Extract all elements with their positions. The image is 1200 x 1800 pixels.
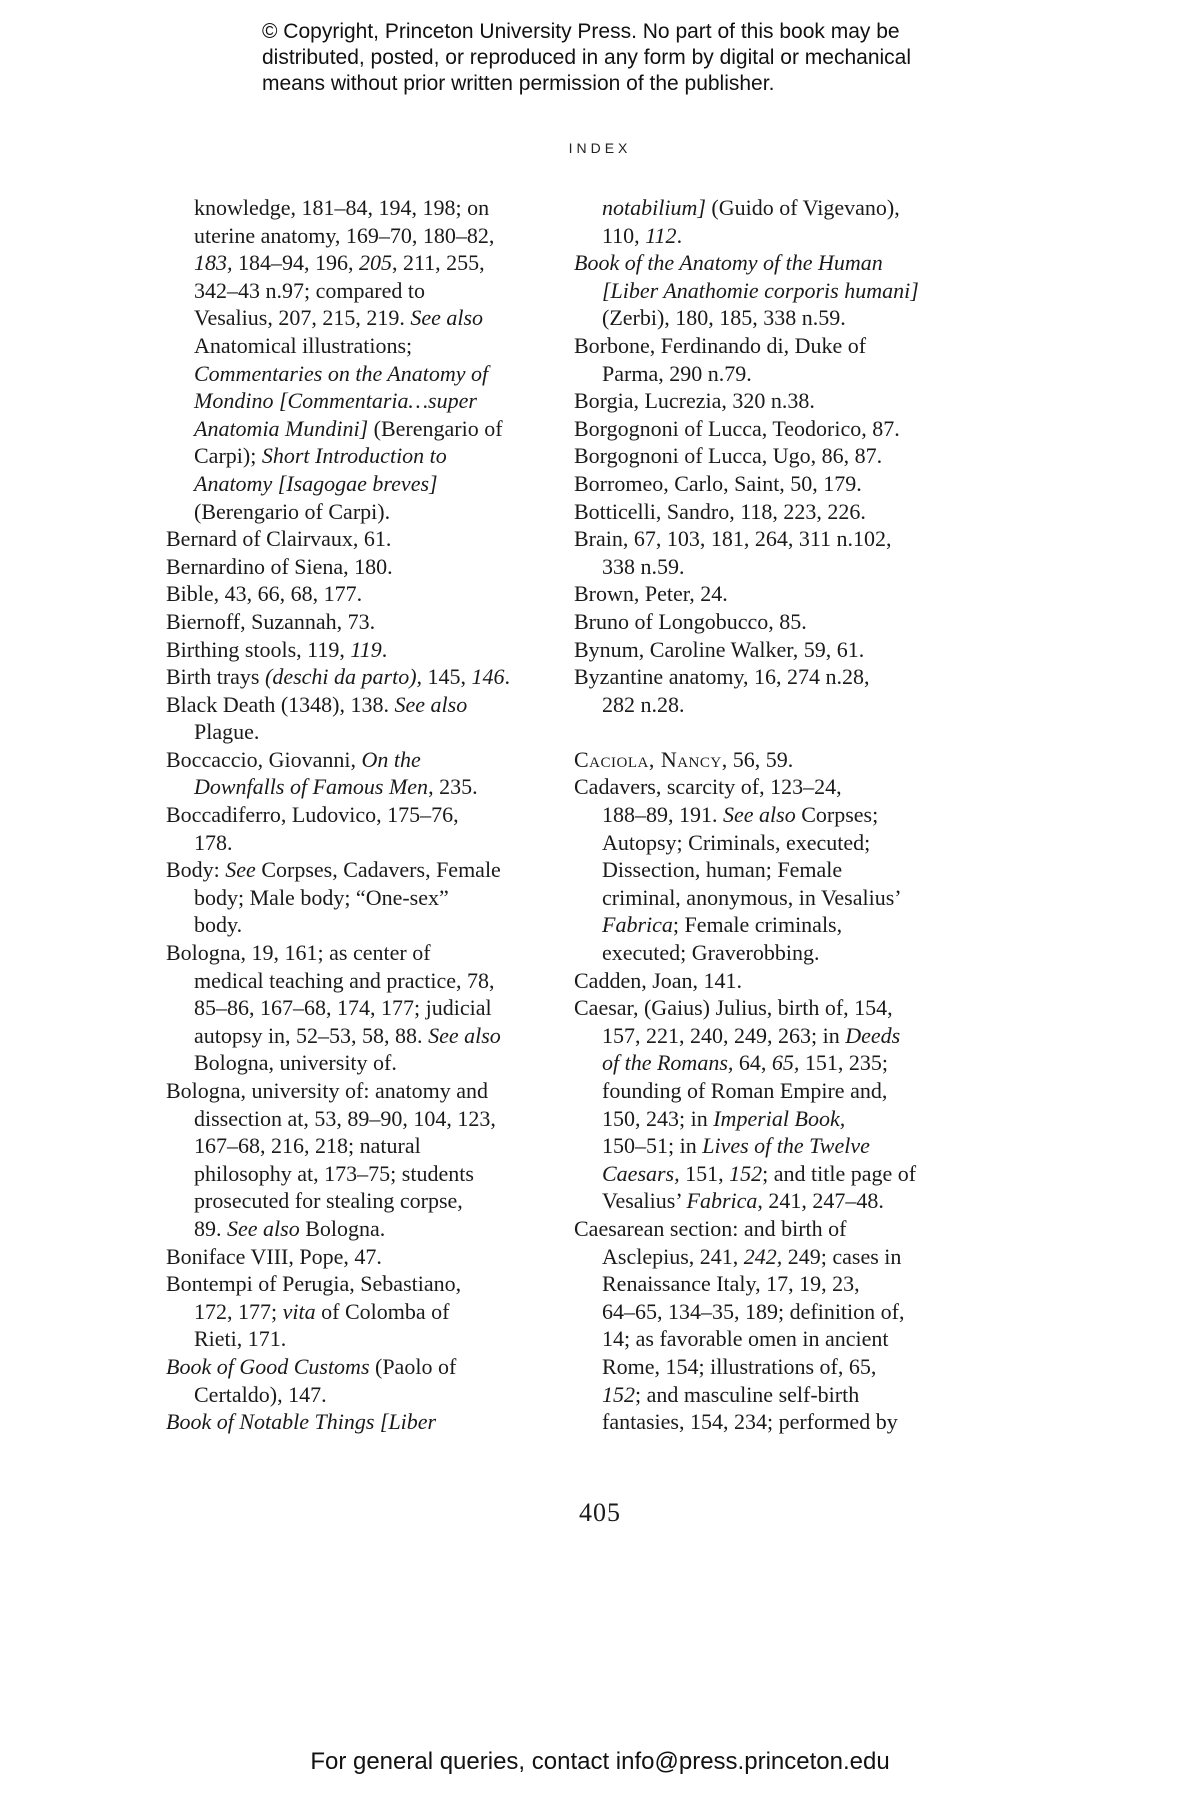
index-text: Borromeo, Carlo, Saint, 50, 179. [574,470,862,496]
index-text: Botticelli, Sandro, 118, 223, 226. [574,498,866,524]
index-text: 188–89, 191. [602,802,723,828]
copyright-line: distributed, posted, or reproduced in any form by digital or mechanical [262,46,912,69]
index-entry-line [166,1243,546,1271]
index-text: Body: [166,857,226,883]
index-line-continuation [574,1381,954,1409]
index-line-continuation [166,1022,546,1050]
index-text-italic: See [225,857,256,883]
index-text: , 211, 255, [392,250,485,276]
index-text-italic: Fabrica [602,912,673,938]
index-text: Autopsy; Criminals, executed; [602,829,871,855]
index-text: Asclepius, 241, [602,1243,744,1269]
index-text: 110, [602,222,646,248]
index-text: Borgognoni of Lucca, Teodorico, 87. [574,415,900,441]
index-line-continuation [574,277,954,305]
index-text: 178. [194,829,233,855]
index-text: Corpses; [795,802,879,828]
index-text-italic: Anatomia Mundini] [194,415,369,441]
index-line-continuation [574,691,954,719]
index-line-continuation [166,415,546,443]
index-line-continuation [574,1132,954,1160]
index-column-right [574,194,954,1436]
index-line-continuation [574,1049,954,1077]
index-text: Byzantine anatomy, 16, 274 n.28, [574,664,870,690]
index-text: , 56, 59. [721,746,794,772]
index-entry-line [574,967,954,995]
index-text: (Berengario of [368,415,503,441]
index-entry-line [166,1270,546,1298]
index-text: . [676,222,683,248]
copyright-line: means without prior written permission of the publisher. [262,72,775,95]
index-line-continuation [166,332,546,360]
index-text: Cadavers, scarcity of, 123–24, [574,774,842,800]
index-text: Borgognoni of Lucca, Ugo, 86, 87. [574,443,883,469]
index-text: 184–94, 196, [232,250,359,276]
index-line-continuation [574,1160,954,1188]
index-entry-line [166,1353,546,1381]
index-text: autopsy in, 52–53, 58, 88. [194,1022,429,1048]
index-line-continuation [166,498,546,526]
index-entry-line [574,663,954,691]
index-text: ; and title page of [762,1160,917,1186]
index-text-italic: On the [361,746,421,772]
index-line-continuation [166,194,546,222]
index-text-italic: Deeds [845,1022,901,1048]
index-line-continuation [166,1132,546,1160]
copyright-line: © Copyright, Princeton University Press. No part of this book may be [262,20,900,43]
index-text: Brown, Peter, 24. [574,581,728,607]
index-line-continuation [166,1215,546,1243]
index-text: 85–86, 167–68, 174, 177; judicial [194,995,492,1021]
index-entry-line [166,636,546,664]
index-line-continuation [574,801,954,829]
index-text: 150, 243; in [602,1105,714,1131]
index-entry-line [166,525,546,553]
index-entry-line [574,525,954,553]
index-text: Boccaccio, Giovanni, [166,746,362,772]
index-text-italic: vita [282,1298,316,1324]
index-line-continuation [166,1298,546,1326]
index-text-italic: 205 [359,250,392,276]
index-line-continuation [166,277,546,305]
index-text: Black Death (1348), 138. [166,691,395,717]
index-text-italic: 242, [743,1243,783,1269]
index-text: 145, [422,664,472,690]
index-text-italic: See also [428,1022,501,1048]
index-line-continuation [166,1381,546,1409]
index-text: 167–68, 216, 218; natural [194,1133,421,1159]
index-line-continuation [166,994,546,1022]
index-text-italic: Fabrica [686,1188,758,1214]
index-text-italic: 112 [645,222,677,248]
index-entry-line [574,746,954,774]
index-entry-line [166,553,546,581]
index-line-continuation [574,1022,954,1050]
index-text: knowledge, 181–84, 194, 198; on [194,195,490,220]
index-text-italic: Book of the Anatomy of the Human [574,250,883,276]
index-text: body. [194,912,243,938]
index-text: medical teaching and practice, 78, [194,967,495,993]
index-text: founding of Roman Empire and, [602,1078,888,1103]
index-text: 64, [733,1050,772,1076]
index-text: fantasies, 154, 234; performed by [602,1409,898,1435]
index-text: (Berengario of Carpi). [194,498,391,524]
index-line-continuation [574,1353,954,1381]
index-entry-line [574,773,954,801]
index-text: uterine anatomy, 169–70, 180–82, [194,222,495,248]
index-line-continuation [166,1325,546,1353]
index-line-continuation [166,911,546,939]
index-text-italic: 152 [729,1160,763,1186]
index-text: Anatomical illustrations; [194,332,413,358]
index-text: Bible, 43, 66, 68, 177. [166,581,363,607]
index-line-continuation [166,1187,546,1215]
index-line-continuation [166,829,546,857]
index-entry-line [574,994,954,1022]
index-column-left [166,194,546,1436]
index-text-italic: Imperial Book, [713,1105,846,1131]
index-text-italic: See also [723,802,796,828]
index-text: dissection at, 53, 89–90, 104, 123, [194,1105,496,1131]
letter-section-gap [574,718,954,746]
index-line-continuation [574,939,954,967]
index-entry-line [574,332,954,360]
index-text-italic: 65, [771,1050,800,1076]
index-text: ; and masculine self-birth [635,1381,860,1407]
index-line-continuation [574,360,954,388]
index-text: Boniface VIII, Pope, 47. [166,1243,382,1269]
index-line-continuation [166,442,546,470]
index-text: prosecuted for stealing corpse, [194,1188,463,1214]
index-entry-line [574,498,954,526]
footer-contact: For general queries, contact info@press.princeton.edu [310,1748,890,1775]
index-line-continuation [574,1187,954,1215]
index-text: Rome, 154; illustrations of, 65, [602,1353,877,1379]
index-text-smallcaps: Caciola, Nancy [574,746,722,772]
index-line-continuation [574,304,954,332]
index-text: executed; Graverobbing. [602,940,820,966]
index-text: Biernoff, Suzannah, 73. [166,608,376,634]
index-line-continuation [166,718,546,746]
index-text: Parma, 290 n.79. [602,360,752,386]
index-text: of Colomba of [315,1298,450,1324]
index-entry-line [574,1215,954,1243]
index-line-continuation [166,222,546,250]
index-text: Borbone, Ferdinando di, Duke of [574,332,867,358]
index-text-italic: Commentaries on the Anatomy of [194,360,489,386]
index-line-continuation [166,304,546,332]
index-entry-line [574,442,954,470]
index-line-continuation [166,1105,546,1133]
index-text-italic: Book of Good Customs [166,1353,370,1379]
index-text-italic: 119 [350,636,382,662]
index-text: . [381,636,388,662]
index-line-continuation [166,249,546,277]
running-head: INDEX [568,140,632,156]
index-text: 249; cases in [782,1243,902,1269]
index-line-continuation [574,1243,954,1271]
index-line-continuation [574,194,954,222]
index-text: 282 n.28. [602,691,685,717]
index-line-continuation [574,1270,954,1298]
index-text-italic: Book of Notable Things [Liber [166,1409,437,1435]
index-text: Cadden, Joan, 141. [574,967,743,993]
index-text-italic: Short Introduction to [261,443,447,469]
index-line-continuation [574,222,954,250]
index-text-italic: 183, [194,250,233,276]
index-entry-line [166,801,546,829]
index-line-continuation [574,856,954,884]
index-entry-line [574,470,954,498]
index-line-continuation [166,360,546,388]
index-text: 150–51; in [602,1133,703,1159]
index-text: Vesalius, 207, 215, 219. [194,305,411,331]
index-entry-line [574,387,954,415]
index-line-continuation [574,553,954,581]
index-text: Bologna, university of. [194,1050,397,1076]
index-text-italic: (deschi da parto), [265,664,423,690]
index-text-italic: notabilium] [602,195,706,220]
index-text: Bologna. [299,1215,386,1241]
index-text: Plague. [194,719,260,745]
index-line-continuation [166,1160,546,1188]
copyright-notice [262,19,1022,97]
index-entry-line [574,608,954,636]
index-line-continuation [574,911,954,939]
index-line-continuation [166,884,546,912]
index-text: 151, 235; [799,1050,889,1076]
index-text: 157, 221, 240, 249, 263; in [602,1022,846,1048]
index-text: criminal, anonymous, in Vesalius’ [602,884,902,910]
index-entry-line [166,746,546,774]
index-text: Carpi); [194,443,262,469]
index-text-italic: Anatomy [Isagogae breves] [194,470,438,496]
index-text: Renaissance Italy, 17, 19, 23, [602,1271,860,1297]
index-text-italic: 146 [471,664,505,690]
index-entry-line [166,856,546,884]
index-line-continuation [574,829,954,857]
index-line-continuation [166,773,546,801]
index-text: Bontempi of Perugia, Sebastiano, [166,1271,462,1297]
index-text: Rieti, 171. [194,1326,287,1352]
index-text-italic: 152 [602,1381,635,1407]
index-entry-line [166,691,546,719]
index-text: Corpses, Cadavers, Female [255,857,501,883]
index-text-italic: Downfalls of Famous Men [194,774,429,800]
index-entry-line [166,939,546,967]
index-entry-line [166,580,546,608]
index-text: Bologna, 19, 161; as center of [166,940,431,966]
index-text-italic: of the Romans, [602,1050,734,1076]
index-text: Bologna, university of: anatomy and [166,1078,488,1103]
index-entry-line [574,415,954,443]
index-entry-line [166,1077,546,1105]
index-text-italic: Caesars, [602,1160,680,1186]
index-text: Boccadiferro, Ludovico, 175–76, [166,802,459,828]
index-text: 89. [194,1215,227,1241]
index-line-continuation [166,1049,546,1077]
index-line-continuation [574,1077,954,1105]
index-text: 172, 177; [194,1298,283,1324]
index-entry-line [166,608,546,636]
index-entry-line [574,636,954,664]
index-text: Birth trays [166,664,265,690]
index-line-continuation [574,1325,954,1353]
index-text: body; Male body; “One-sex” [194,884,449,910]
index-text-italic: See also [410,305,484,331]
index-text: Bruno of Longobucco, 85. [574,608,807,634]
index-text: ; Female criminals, [672,912,843,938]
index-text: 64–65, 134–35, 189; definition of, [602,1298,905,1324]
index-text: Birthing stools, 119, [166,636,351,662]
index-entry-line [166,1408,546,1436]
index-text: 151, [679,1160,730,1186]
index-line-continuation [166,470,546,498]
index-text: (Guido of Vigevano), [705,195,900,220]
index-line-continuation [574,1105,954,1133]
index-entry-line [574,249,954,277]
index-text: , 235. [428,774,478,800]
index-text-italic: See also [227,1215,300,1241]
index-text: (Paolo of [369,1353,457,1379]
index-line-continuation [574,1298,954,1326]
index-text: . [504,664,511,690]
index-text: Bynum, Caroline Walker, 59, 61. [574,636,865,662]
index-text-italic: Mondino [Commentaria…super [194,388,477,414]
index-line-continuation [166,967,546,995]
page-number: 405 [579,1498,621,1527]
index-entry-line [166,663,546,691]
index-line-continuation [574,1408,954,1436]
index-text-italic: See also [394,691,468,717]
index-text: 14; as favorable omen in ancient [602,1326,889,1352]
index-line-continuation [574,884,954,912]
index-text: Caesarean section: and birth of [574,1215,847,1241]
index-text: Bernard of Clairvaux, 61. [166,526,392,552]
index-text: Vesalius’ [602,1188,687,1214]
index-text: Borgia, Lucrezia, 320 n.38. [574,388,815,414]
index-text: 338 n.59. [602,553,685,579]
index-text: 342–43 n.97; compared to [194,277,425,303]
index-entry-line [574,580,954,608]
index-text-italic: [Liber Anathomie corporis humani] [602,277,919,303]
index-line-continuation [166,387,546,415]
index-text: Certaldo), 147. [194,1381,327,1407]
index-text: Bernardino of Siena, 180. [166,553,393,579]
index-text: Brain, 67, 103, 181, 264, 311 n.102, [574,526,892,552]
index-text: (Zerbi), 180, 185, 338 n.59. [602,305,846,331]
index-text-italic: Lives of the Twelve [702,1133,870,1159]
index-text: philosophy at, 173–75; students [194,1160,474,1186]
index-text: Dissection, human; Female [602,857,843,883]
index-text: Caesar, (Gaius) Julius, birth of, 154, [574,995,893,1021]
index-text: , 241, 247–48. [757,1188,884,1214]
